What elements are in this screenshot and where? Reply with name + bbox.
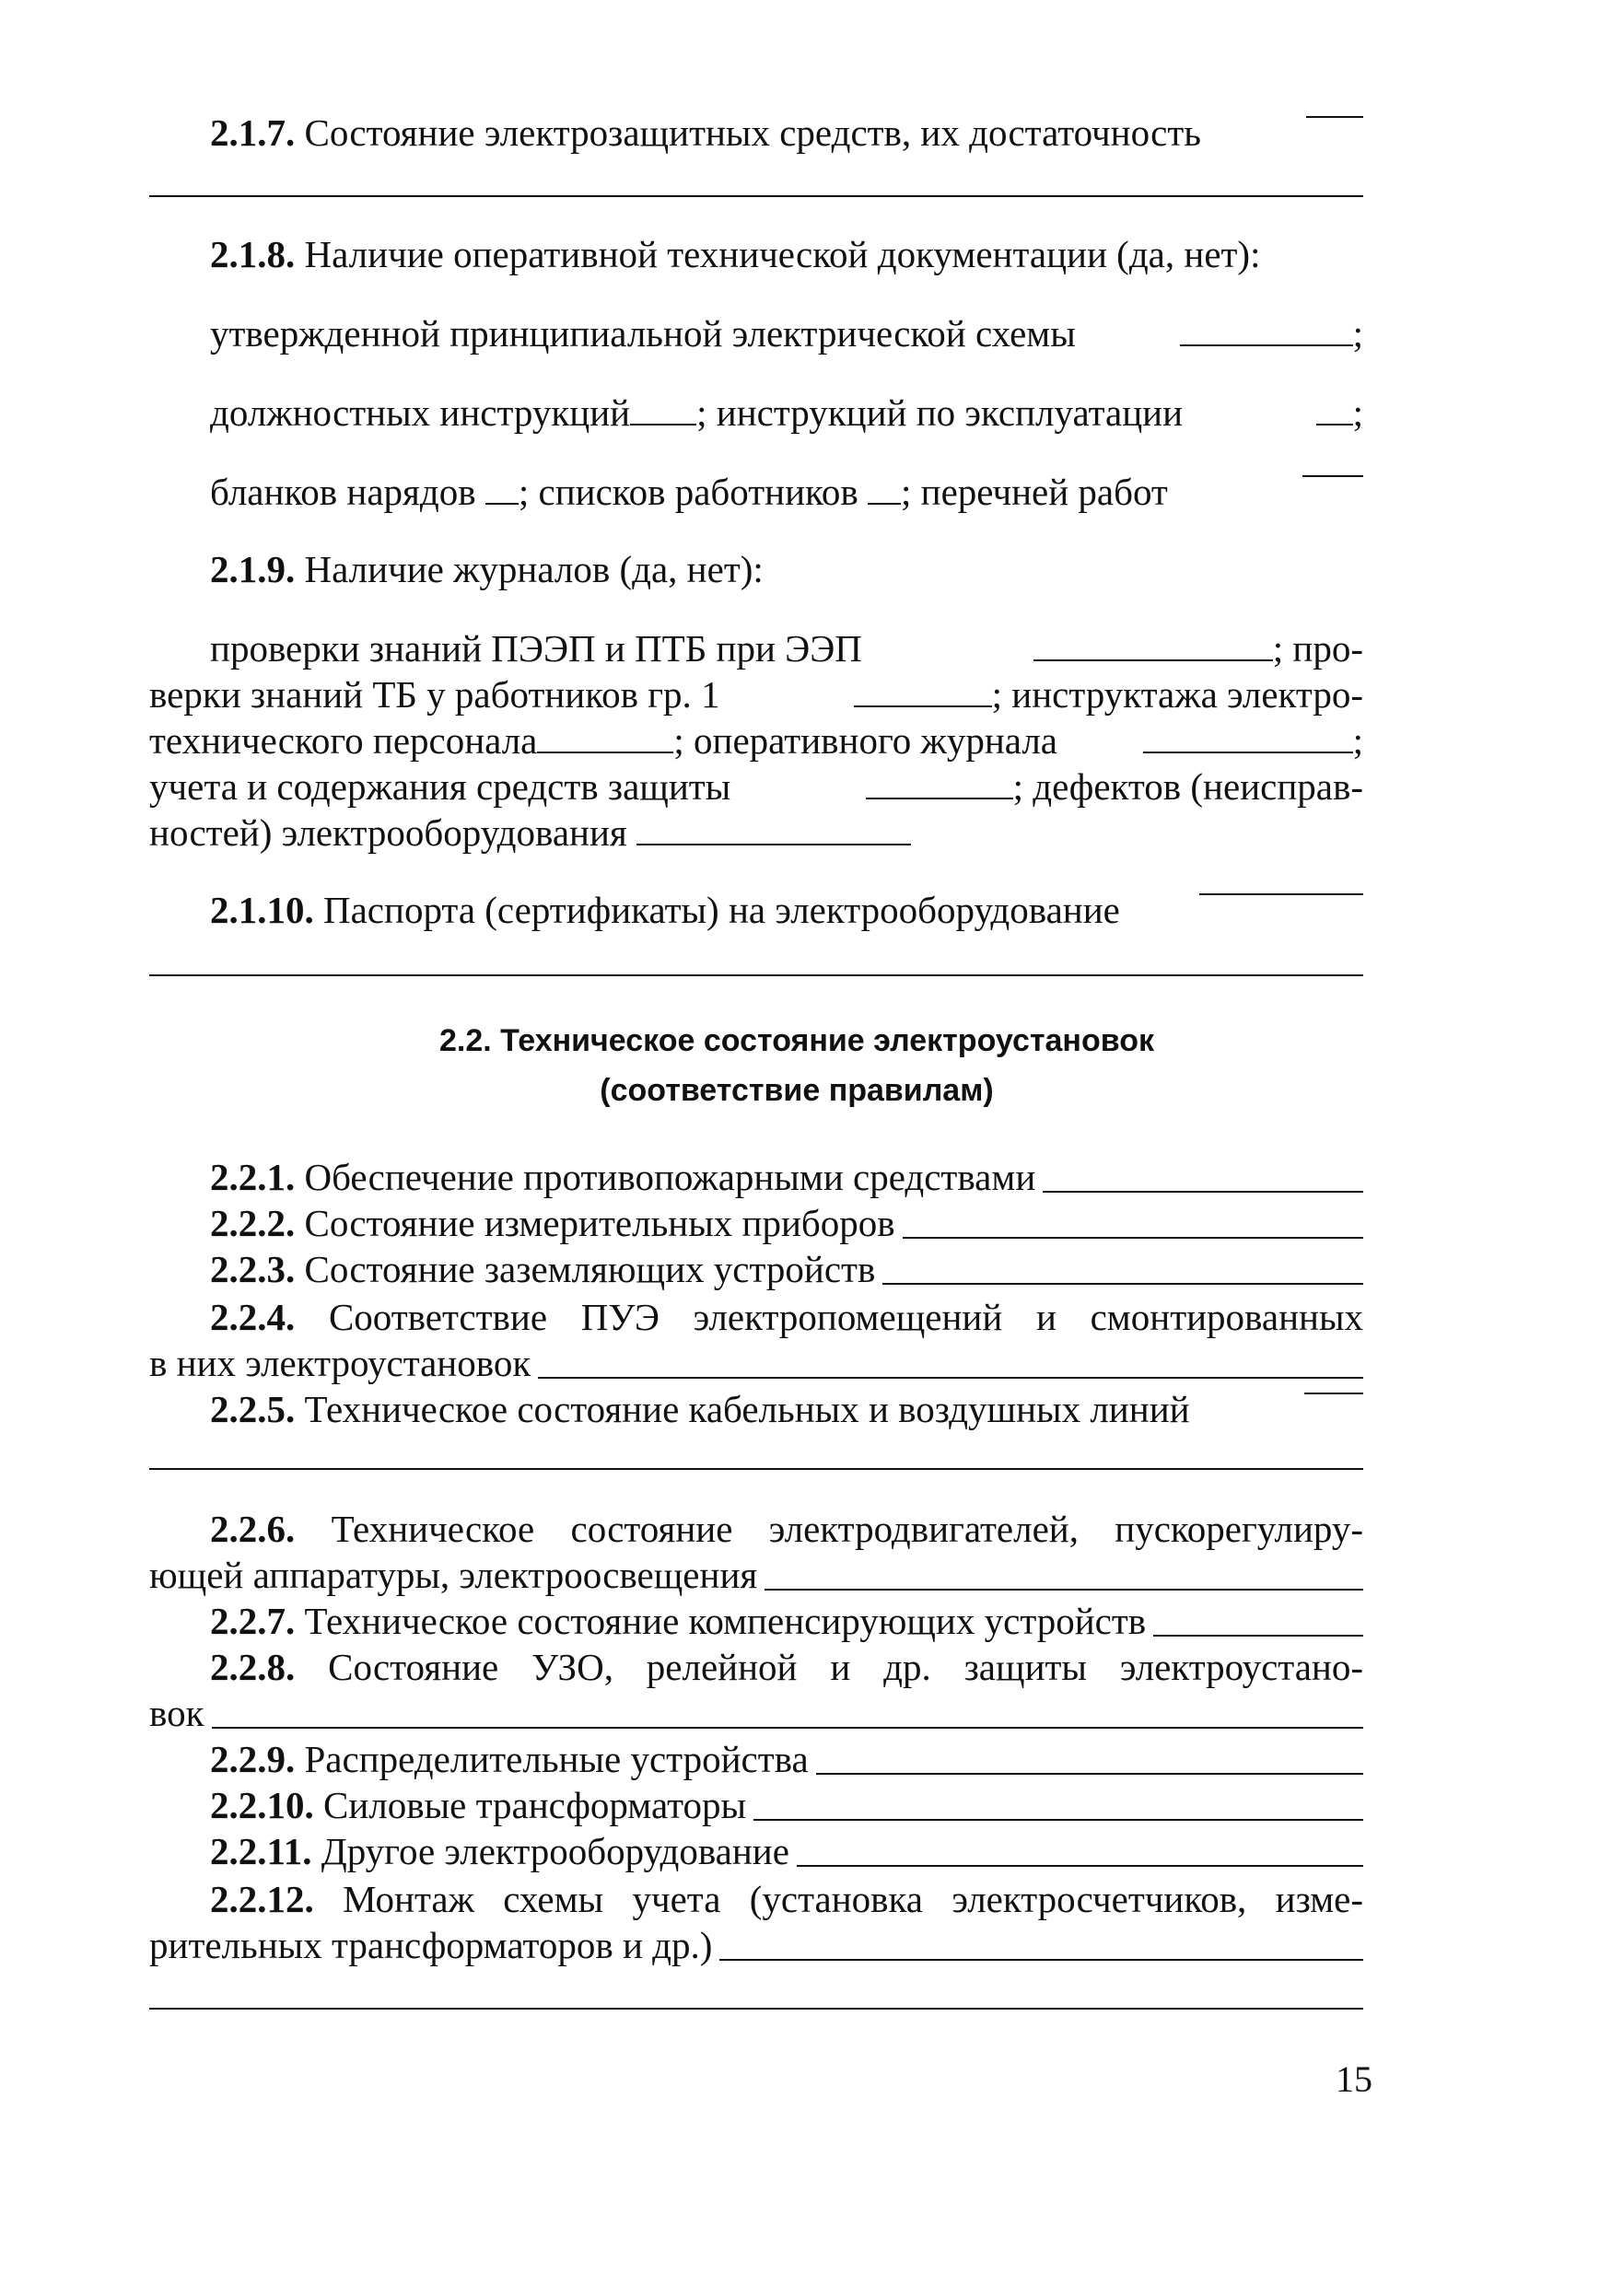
answer-blank[interactable] (1306, 114, 1363, 118)
item-2-2-8-cont: вок (149, 1695, 1363, 1732)
answer-blank[interactable] (882, 1283, 1363, 1285)
answer-blank[interactable] (212, 1727, 1364, 1729)
item-2-1-8-schema: утвержденной принципиальной электрической схемы ; (210, 312, 1363, 355)
answer-blank[interactable] (1304, 1391, 1363, 1394)
item-number: 2.1.10. (210, 889, 314, 931)
item-2-2-5 (210, 1388, 1363, 1430)
answer-line[interactable] (149, 1468, 1363, 1470)
item-text: Техническое состояние компенсирующих устройств (304, 1600, 1147, 1642)
answer-blank[interactable] (1199, 892, 1363, 895)
item-2-2-9 (210, 1738, 1363, 1780)
answer-blank[interactable] (1033, 658, 1273, 661)
answer-blank[interactable] (1316, 422, 1353, 425)
item-number: 2.1.9. (210, 548, 296, 590)
item-number: 2.2.11. (210, 1830, 312, 1872)
item-2-2-12 (210, 1878, 1364, 1920)
answer-line[interactable] (149, 195, 1363, 197)
journal-line-3: технического персонала ; оперативного журнала ; (149, 719, 1363, 762)
journal-line-5: ностей) электрооборудования (149, 814, 911, 852)
item-text: Техническое состояние электродвигателей, пускорегулиру- (331, 1508, 1363, 1550)
item-number: 2.2.8. (210, 1646, 296, 1688)
item-2-2-1 (210, 1156, 1363, 1198)
item-text: Состояние заземляющих устройств (304, 1248, 876, 1290)
item-2-2-10 (210, 1784, 1363, 1826)
answer-blank[interactable] (866, 796, 1013, 799)
item-2-2-2 (210, 1202, 1363, 1244)
item-2-2-8 (210, 1646, 1363, 1688)
answer-blank[interactable] (537, 750, 673, 753)
answer-blank[interactable] (719, 1959, 1363, 1961)
answer-blank[interactable] (816, 1773, 1363, 1775)
answer-blank[interactable] (636, 842, 911, 845)
item-text: Наличие оперативной технической документации (да, нет): (304, 233, 1261, 275)
item-number: 2.2.12. (210, 1878, 314, 1920)
item-text: Состояние измерительных приборов (304, 1202, 895, 1244)
section-subheading: (соответствие правилам) (600, 1073, 994, 1108)
item-2-2-3 (210, 1248, 1363, 1290)
answer-blank[interactable] (1302, 473, 1363, 477)
item-number: 2.2.2. (210, 1202, 296, 1244)
journal-line-1: проверки знаний ПЭЭП и ПТБ при ЭЭП ; про- (210, 627, 1363, 670)
answer-blank[interactable] (797, 1865, 1363, 1867)
item-2-2-6-cont: ющей аппаратуры, электроосвещения (149, 1556, 1363, 1594)
item-text: Паспорта (сертификаты) на электрооборудование (323, 889, 1120, 931)
answer-blank[interactable] (1153, 1635, 1363, 1637)
item-2-1-8 (210, 233, 1261, 275)
answer-blank[interactable] (1143, 750, 1353, 753)
answer-blank[interactable] (868, 501, 901, 505)
item-text: Монтаж схемы учета (установка электросчетчиков, изме- (343, 1878, 1364, 1920)
item-text: Состояние УЗО, релейной и др. защиты электроустано- (328, 1646, 1363, 1688)
item-number: 2.2.5. (210, 1388, 296, 1430)
item-text: Наличие журналов (да, нет): (304, 548, 764, 590)
item-text: Распределительные устройства (304, 1738, 809, 1780)
item-number: 2.2.9. (210, 1738, 296, 1780)
item-text: Силовые трансформаторы (323, 1784, 747, 1826)
item-text: Обеспечение противопожарными средствами (304, 1156, 1036, 1198)
item-number: 2.1.8. (210, 233, 296, 275)
item-number: 2.2.4. (210, 1296, 296, 1338)
answer-blank[interactable] (1180, 343, 1353, 346)
item-number: 2.2.6. (210, 1508, 296, 1550)
section-heading: 2.2. Техническое состояние электроустановок (439, 1023, 1154, 1058)
answer-line[interactable] (149, 2008, 1363, 2010)
item-2-2-12-cont: рительных трансформаторов и др.) (149, 1927, 1363, 1964)
answer-blank[interactable] (854, 704, 992, 707)
item-2-2-4-cont: в них электроустановок (149, 1345, 1363, 1382)
answer-blank[interactable] (765, 1589, 1363, 1591)
item-number: 2.2.3. (210, 1248, 296, 1290)
item-2-2-11 (210, 1830, 1363, 1872)
item-2-1-10 (210, 889, 1363, 931)
item-number: 2.2.1. (210, 1156, 296, 1198)
item-2-1-7 (210, 111, 1363, 154)
item-number: 2.1.7. (210, 111, 296, 154)
journal-line-4: учета и содержания средств защиты ; дефектов (неисправ- (149, 765, 1363, 808)
item-text: Соответствие ПУЭ электропомещений и смонтированных (328, 1296, 1364, 1338)
answer-blank[interactable] (903, 1237, 1363, 1239)
item-text: Техническое состояние кабельных и воздушных линий (304, 1388, 1190, 1430)
answer-blank[interactable] (485, 501, 519, 505)
answer-blank[interactable] (753, 1819, 1363, 1821)
answer-blank[interactable] (630, 422, 696, 425)
item-2-1-9 (210, 548, 764, 590)
item-2-1-8-forms: бланков нарядов ; списков работников ; перечней работ (210, 473, 1363, 511)
answer-line[interactable] (149, 974, 1363, 976)
item-text: Состояние электрозащитных средств, их достаточность (304, 111, 1201, 154)
item-2-2-4 (210, 1296, 1364, 1338)
item-text: утвержденной принципиальной электрической схемы (210, 312, 1076, 355)
item-2-2-6 (210, 1510, 1363, 1548)
item-number: 2.2.7. (210, 1600, 296, 1642)
page-number: 15 (1336, 2058, 1372, 2100)
item-2-2-7 (210, 1600, 1363, 1642)
answer-blank[interactable] (538, 1377, 1363, 1379)
item-text: бланков нарядов (210, 471, 476, 513)
item-2-1-8-instructions: должностных инструкций ; инструкций по эксплуатации ; (210, 391, 1363, 434)
item-number: 2.2.10. (210, 1784, 314, 1826)
answer-blank[interactable] (1043, 1191, 1363, 1193)
item-text: Другое электрооборудование (321, 1830, 789, 1872)
journal-line-2: верки знаний ТБ у работников гр. 1 ; инструктажа электро- (149, 673, 1363, 716)
item-text: должностных инструкций (210, 391, 631, 434)
